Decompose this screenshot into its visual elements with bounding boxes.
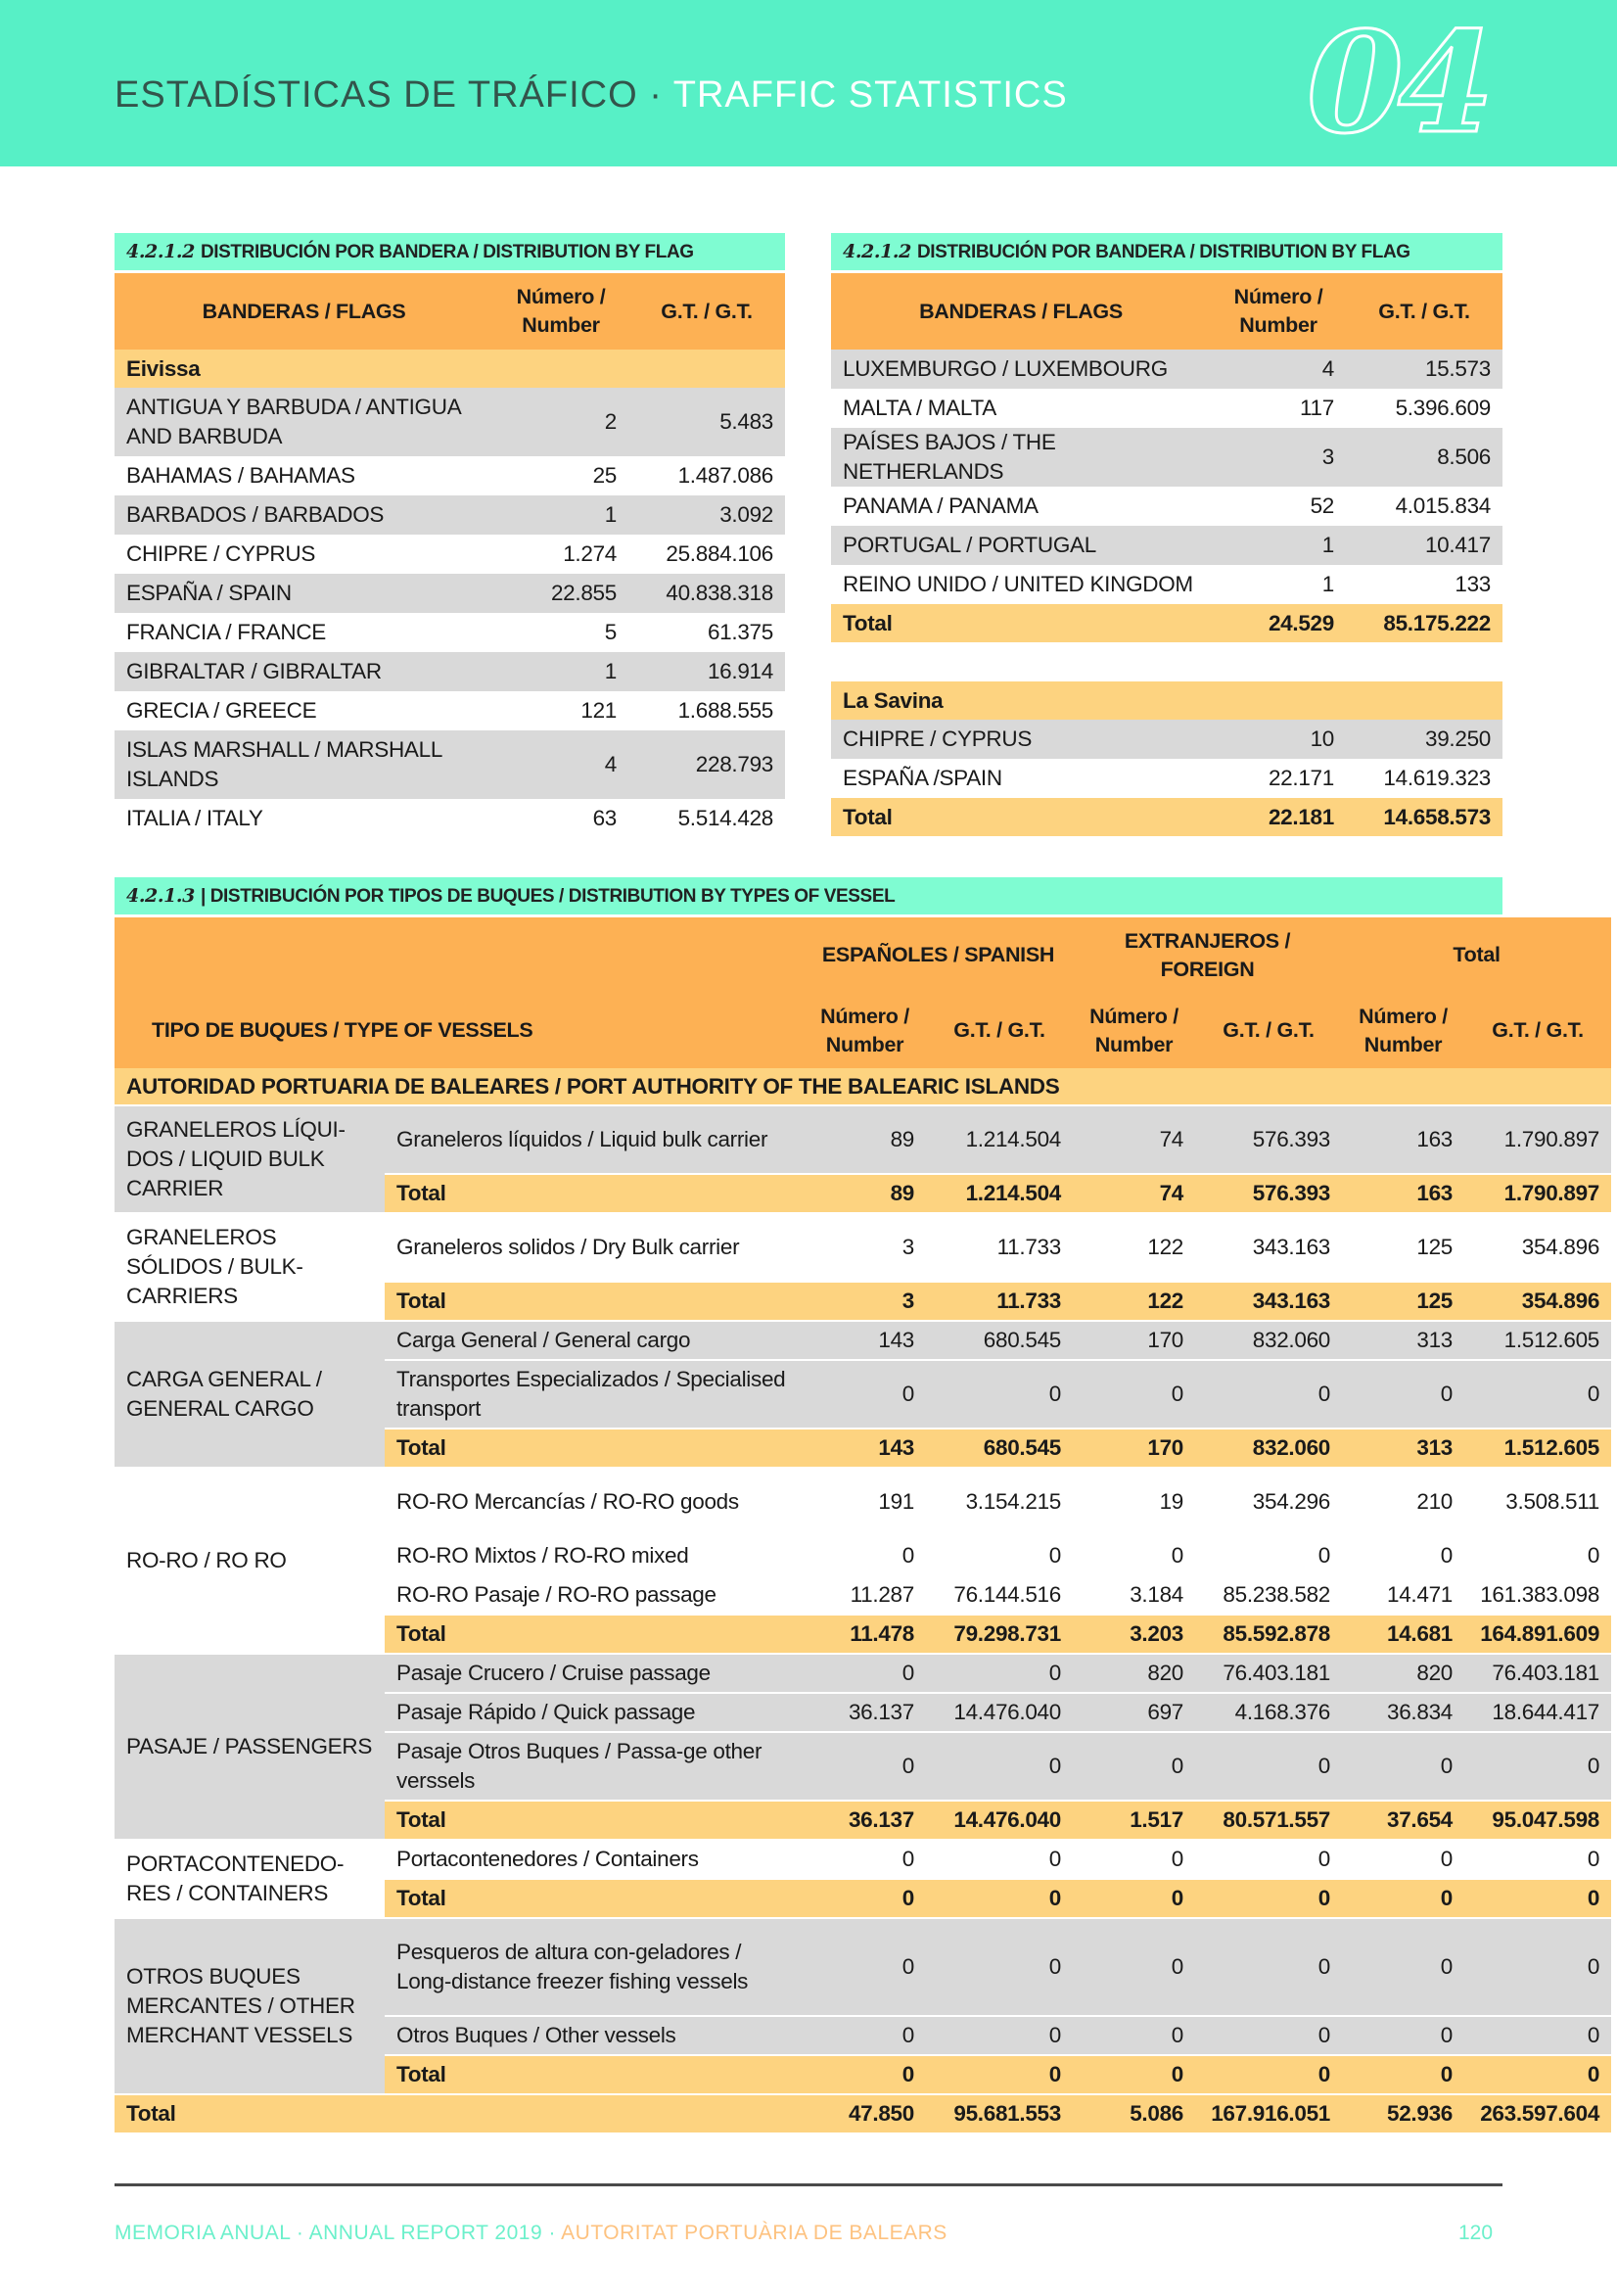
total-gt: 354.896 <box>1464 1213 1611 1282</box>
spanish-number: 0 <box>804 2055 926 2094</box>
spanish-gt: 11.733 <box>926 1282 1073 1321</box>
foreign-number: 697 <box>1073 1693 1195 1732</box>
foreign-number: 122 <box>1073 1282 1195 1321</box>
total-label: Total <box>385 1615 804 1654</box>
foreign-gt: 0 <box>1195 2016 1342 2055</box>
flag-name: ANTIGUA Y BARBUDA / ANTIGUA AND BARBUDA <box>115 388 493 456</box>
total-label: Total <box>385 1282 804 1321</box>
spanish-number: 36.137 <box>804 1801 926 1840</box>
total-gt: 76.403.181 <box>1464 1654 1611 1693</box>
total-gt: 0 <box>1464 1879 1611 1918</box>
flag-name: LUXEMBURGO / LUXEMBOURG <box>831 350 1211 389</box>
vessel-category: PORTACONTENEDO-RES / CONTAINERS <box>115 1840 385 1918</box>
foreign-gt: 0 <box>1195 2055 1342 2094</box>
spanish-gt: 3.154.215 <box>926 1468 1073 1536</box>
foreign-gt: 0 <box>1195 1360 1342 1429</box>
footer-report-title: MEMORIA ANUAL · ANNUAL REPORT 2019 · <box>115 2222 562 2244</box>
gross-tonnage: 1.487.086 <box>628 456 785 495</box>
vessel-subtype: RO-RO Pasaje / RO-RO passage <box>385 1575 804 1615</box>
gross-tonnage: 5.396.609 <box>1346 389 1502 428</box>
vessel-subtype: Carga General / General cargo <box>385 1321 804 1360</box>
group-foreign-header: EXTRANJEROS / FOREIGN <box>1073 917 1342 993</box>
table-row <box>831 720 1502 759</box>
table-row <box>831 759 1502 798</box>
table-row <box>115 388 785 456</box>
table-row <box>115 1840 1611 1879</box>
foreign-number: 0 <box>1073 1360 1195 1429</box>
total-label: Total <box>831 798 1211 836</box>
gross-tonnage: 5.483 <box>628 388 785 456</box>
total-label: Total <box>385 2055 804 2094</box>
total-row <box>831 604 1502 642</box>
flag-table-eivissa <box>115 273 785 838</box>
col-foreign-number-header: Número / Number <box>1073 993 1195 1068</box>
table-row <box>115 1105 1611 1174</box>
table-row <box>115 1321 1611 1360</box>
flag-name: ITALIA / ITALY <box>115 799 493 838</box>
total-gt: 0 <box>1464 1918 1611 2016</box>
total-number: 313 <box>1342 1429 1464 1468</box>
table-row <box>831 565 1502 604</box>
flag-name: REINO UNIDO / UNITED KINGDOM <box>831 565 1211 604</box>
spanish-gt: 0 <box>926 1536 1073 1575</box>
col-spanish-gt-header: G.T. / G.T. <box>926 993 1073 1068</box>
spanish-number: 143 <box>804 1429 926 1468</box>
spanish-number: 3 <box>804 1282 926 1321</box>
footer-text <box>115 2222 947 2245</box>
foreign-gt: 0 <box>1195 1840 1342 1879</box>
table-row <box>115 456 785 495</box>
vessel-subtype: RO-RO Mixtos / RO-RO mixed <box>385 1536 804 1575</box>
flag-name: ESPAÑA / SPAIN <box>115 574 493 613</box>
spanish-gt: 0 <box>926 1654 1073 1693</box>
total-gt: 0 <box>1464 1840 1611 1879</box>
foreign-number: 3.203 <box>1073 1615 1195 1654</box>
gross-tonnage: 61.375 <box>628 613 785 652</box>
table-row <box>115 613 785 652</box>
vessel-count: 1 <box>493 495 628 535</box>
spanish-gt: 0 <box>926 1918 1073 2016</box>
vessel-category: RO-RO / RO RO <box>115 1468 385 1654</box>
flag-name: PAÍSES BAJOS / THE NETHERLANDS <box>831 428 1211 487</box>
section-number: 4.2.1.2 <box>843 241 911 262</box>
total-count: 24.529 <box>1211 604 1346 642</box>
vessel-category: OTROS BUQUES MERCANTES / OTHER MERCHANT VESSELS <box>115 1918 385 2094</box>
section-title-flag-left <box>115 233 785 270</box>
total-gt: 14.658.573 <box>1346 798 1502 836</box>
spanish-number: 0 <box>804 1732 926 1801</box>
total-gt: 161.383.098 <box>1464 1575 1611 1615</box>
total-number: 125 <box>1342 1213 1464 1282</box>
col-foreign-gt-header: G.T. / G.T. <box>1195 993 1342 1068</box>
foreign-gt: 343.163 <box>1195 1213 1342 1282</box>
gross-tonnage: 8.506 <box>1346 428 1502 487</box>
table-row <box>831 428 1502 487</box>
spanish-number: 36.137 <box>804 1693 926 1732</box>
col-total-gt-header: G.T. / G.T. <box>1464 993 1611 1068</box>
vessel-category: PASAJE / PASSENGERS <box>115 1654 385 1840</box>
flag-name: ISLAS MARSHALL / MARSHALL ISLANDS <box>115 730 493 799</box>
vessel-subtype: Portacontenedores / Containers <box>385 1840 804 1879</box>
vessel-subtype: Transportes Especializados / Specialised transport <box>385 1360 804 1429</box>
port-row <box>831 681 1502 720</box>
col-spanish-number-header: Número / Number <box>804 993 926 1068</box>
vessel-subtype: Pesqueros de altura con-geladores / Long-distance freezer fishing vessels <box>385 1918 804 2016</box>
section-label: DISTRIBUCIÓN POR BANDERA / DISTRIBUTION BY FLAG <box>916 242 1410 262</box>
spanish-number: 0 <box>804 1840 926 1879</box>
total-number: 14.681 <box>1342 1615 1464 1654</box>
total-gt: 0 <box>1464 2016 1611 2055</box>
foreign-number: 0 <box>1073 1732 1195 1801</box>
spanish-number: 89 <box>804 1174 926 1213</box>
spanish-number: 11.478 <box>804 1615 926 1654</box>
gross-tonnage: 39.250 <box>1346 720 1502 759</box>
spanish-number: 0 <box>804 1918 926 2016</box>
vessel-count: 3 <box>1211 428 1346 487</box>
total-gt: 1.790.897 <box>1464 1105 1611 1174</box>
flag-table-eivissa-continued <box>831 273 1502 642</box>
spanish-gt: 11.733 <box>926 1213 1073 1282</box>
vessel-types-table <box>115 917 1611 2134</box>
section-label: | DISTRIBUCIÓN POR TIPOS DE BUQUES / DISTRIBUTION BY TYPES OF VESSEL <box>200 886 896 907</box>
total-gt: 1.512.605 <box>1464 1429 1611 1468</box>
total-number: 125 <box>1342 1282 1464 1321</box>
table-row <box>115 535 785 574</box>
foreign-gt: 0 <box>1195 1536 1342 1575</box>
foreign-gt: 576.393 <box>1195 1174 1342 1213</box>
vessel-count: 52 <box>1211 487 1346 526</box>
gross-tonnage: 14.619.323 <box>1346 759 1502 798</box>
table-row <box>831 350 1502 389</box>
spanish-number: 143 <box>804 1321 926 1360</box>
group-header-row <box>115 917 1611 993</box>
spanish-gt: 79.298.731 <box>926 1615 1073 1654</box>
gross-tonnage: 25.884.106 <box>628 535 785 574</box>
page-number: 120 <box>1458 2222 1494 2244</box>
total-gt: 0 <box>1464 1536 1611 1575</box>
flag-table-la-savina <box>831 681 1502 836</box>
group-header-blank <box>115 917 804 993</box>
total-label: Total <box>385 1801 804 1840</box>
total-label: Total <box>831 604 1211 642</box>
authority-row <box>115 1068 1611 1105</box>
spanish-number: 47.850 <box>804 2094 926 2133</box>
page-title-es: ESTADÍSTICAS DE TRÁFICO · <box>115 74 673 116</box>
vessel-count: 1 <box>1211 526 1346 565</box>
total-gt: 263.597.604 <box>1464 2094 1611 2133</box>
spanish-number: 0 <box>804 1360 926 1429</box>
total-gt: 0 <box>1464 1732 1611 1801</box>
flag-name: PANAMA / PANAMA <box>831 487 1211 526</box>
total-label: Total <box>385 1174 804 1213</box>
footer-organization: AUTORITAT PORTUÀRIA DE BALEARS <box>561 2222 947 2244</box>
table-row <box>115 691 785 730</box>
section-label: DISTRIBUCIÓN POR BANDERA / DISTRIBUTION BY FLAG <box>200 242 694 262</box>
column-header-row <box>115 993 1611 1068</box>
flag-name: BAHAMAS / BAHAMAS <box>115 456 493 495</box>
table-header-row <box>831 273 1502 350</box>
table-row <box>831 487 1502 526</box>
total-number: 0 <box>1342 1918 1464 2016</box>
foreign-gt: 4.168.376 <box>1195 1693 1342 1732</box>
foreign-number: 122 <box>1073 1213 1195 1282</box>
spanish-gt: 95.681.553 <box>926 2094 1073 2133</box>
spanish-gt: 0 <box>926 1879 1073 1918</box>
vessel-count: 22.171 <box>1211 759 1346 798</box>
vessel-count: 4 <box>493 730 628 799</box>
gross-tonnage: 228.793 <box>628 730 785 799</box>
vessel-count: 22.855 <box>493 574 628 613</box>
vessel-subtype: Pasaje Crucero / Cruise passage <box>385 1654 804 1693</box>
vessel-count: 117 <box>1211 389 1346 428</box>
foreign-gt: 167.916.051 <box>1195 2094 1342 2133</box>
foreign-gt: 0 <box>1195 1732 1342 1801</box>
flag-name: CHIPRE / CYPRUS <box>831 720 1211 759</box>
table-row <box>115 1468 1611 1536</box>
gross-tonnage: 3.092 <box>628 495 785 535</box>
vessel-count: 1 <box>493 652 628 691</box>
chapter-number: 04 <box>1307 2 1489 164</box>
vessel-subtype: Pasaje Rápido / Quick passage <box>385 1693 804 1732</box>
vessel-subtype: Otros Buques / Other vessels <box>385 2016 804 2055</box>
total-row <box>831 798 1502 836</box>
total-number: 0 <box>1342 1840 1464 1879</box>
authority-name: AUTORIDAD PORTUARIA DE BALEARES / PORT AUTHORITY OF THE BALEARIC ISLANDS <box>115 1068 1611 1105</box>
col-type-header: TIPO DE BUQUES / TYPE OF VESSELS <box>115 993 804 1068</box>
vessel-subtype: Pasaje Otros Buques / Passa-ge other verssels <box>385 1732 804 1801</box>
vessel-subtype: Graneleros líquidos / Liquid bulk carrier <box>385 1105 804 1174</box>
page-title <box>115 74 1068 117</box>
total-number: 0 <box>1342 1732 1464 1801</box>
section-title-vessels <box>115 877 1502 914</box>
total-gt: 95.047.598 <box>1464 1801 1611 1840</box>
foreign-gt: 832.060 <box>1195 1321 1342 1360</box>
spanish-gt: 1.214.504 <box>926 1174 1073 1213</box>
foreign-gt: 85.238.582 <box>1195 1575 1342 1615</box>
gross-tonnage: 133 <box>1346 565 1502 604</box>
grand-total-label: Total <box>115 2094 804 2133</box>
footer-divider <box>115 2183 1502 2186</box>
total-number: 52.936 <box>1342 2094 1464 2133</box>
foreign-number: 170 <box>1073 1321 1195 1360</box>
foreign-gt: 85.592.878 <box>1195 1615 1342 1654</box>
foreign-number: 0 <box>1073 1840 1195 1879</box>
vessel-category: GRANELEROS LÍQUI-DOS / LIQUID BULK CARRIER <box>115 1105 385 1213</box>
total-number: 163 <box>1342 1105 1464 1174</box>
table-row <box>115 1918 1611 2016</box>
vessel-category: CARGA GENERAL / GENERAL CARGO <box>115 1321 385 1468</box>
spanish-number: 3 <box>804 1213 926 1282</box>
total-label: Total <box>385 1429 804 1468</box>
grand-total-row <box>115 2094 1611 2133</box>
total-number: 36.834 <box>1342 1693 1464 1732</box>
table-row <box>115 730 785 799</box>
spanish-number: 0 <box>804 1879 926 1918</box>
col-total-number-header: Número / Number <box>1342 993 1464 1068</box>
total-count: 22.181 <box>1211 798 1346 836</box>
total-gt: 164.891.609 <box>1464 1615 1611 1654</box>
flag-name: FRANCIA / FRANCE <box>115 613 493 652</box>
flag-name: BARBADOS / BARBADOS <box>115 495 493 535</box>
total-gt: 85.175.222 <box>1346 604 1502 642</box>
table-row <box>115 574 785 613</box>
flag-name: GRECIA / GREECE <box>115 691 493 730</box>
vessel-count: 121 <box>493 691 628 730</box>
spanish-number: 11.287 <box>804 1575 926 1615</box>
foreign-number: 0 <box>1073 1879 1195 1918</box>
vessel-count: 2 <box>493 388 628 456</box>
flag-name: ESPAÑA /SPAIN <box>831 759 1211 798</box>
foreign-number: 19 <box>1073 1468 1195 1536</box>
spanish-gt: 0 <box>926 1732 1073 1801</box>
foreign-gt: 80.571.557 <box>1195 1801 1342 1840</box>
spanish-gt: 76.144.516 <box>926 1575 1073 1615</box>
table-row <box>115 799 785 838</box>
foreign-number: 74 <box>1073 1105 1195 1174</box>
total-gt: 0 <box>1464 1360 1611 1429</box>
spanish-gt: 0 <box>926 1840 1073 1879</box>
table-row <box>115 1213 1611 1282</box>
foreign-gt: 343.163 <box>1195 1282 1342 1321</box>
foreign-number: 0 <box>1073 2016 1195 2055</box>
total-number: 14.471 <box>1342 1575 1464 1615</box>
spanish-gt: 680.545 <box>926 1321 1073 1360</box>
table-row <box>831 389 1502 428</box>
foreign-number: 74 <box>1073 1174 1195 1213</box>
section-number: 4.2.1.2 <box>126 241 195 262</box>
foreign-number: 5.086 <box>1073 2094 1195 2133</box>
total-number: 0 <box>1342 1536 1464 1575</box>
col-flag-header: BANDERAS / FLAGS <box>831 273 1211 350</box>
flag-name: CHIPRE / CYPRUS <box>115 535 493 574</box>
vessel-category: GRANELEROS SÓLIDOS / BULK-CARRIERS <box>115 1213 385 1321</box>
total-gt: 354.896 <box>1464 1282 1611 1321</box>
total-label: Total <box>385 1879 804 1918</box>
spanish-gt: 0 <box>926 2055 1073 2094</box>
vessel-subtype: Graneleros solidos / Dry Bulk carrier <box>385 1213 804 1282</box>
col-number-header: Número / Number <box>493 273 628 350</box>
spanish-number: 89 <box>804 1105 926 1174</box>
total-number: 0 <box>1342 2055 1464 2094</box>
spanish-number: 0 <box>804 1536 926 1575</box>
foreign-gt: 0 <box>1195 1879 1342 1918</box>
table-row <box>115 1654 1611 1693</box>
gross-tonnage: 16.914 <box>628 652 785 691</box>
total-number: 210 <box>1342 1468 1464 1536</box>
vessel-count: 5 <box>493 613 628 652</box>
foreign-number: 1.517 <box>1073 1801 1195 1840</box>
vessel-subtype: RO-RO Mercancías / RO-RO goods <box>385 1468 804 1536</box>
foreign-number: 0 <box>1073 1918 1195 2016</box>
total-gt: 3.508.511 <box>1464 1468 1611 1536</box>
spanish-gt: 680.545 <box>926 1429 1073 1468</box>
table-header-row <box>115 273 785 350</box>
foreign-number: 820 <box>1073 1654 1195 1693</box>
vessel-count: 63 <box>493 799 628 838</box>
total-gt: 0 <box>1464 2055 1611 2094</box>
foreign-gt: 0 <box>1195 1918 1342 2016</box>
port-row <box>115 350 785 388</box>
total-gt: 18.644.417 <box>1464 1693 1611 1732</box>
col-flag-header: BANDERAS / FLAGS <box>115 273 493 350</box>
spanish-gt: 1.214.504 <box>926 1105 1073 1174</box>
page-header <box>0 0 1617 166</box>
col-gt-header: G.T. / G.T. <box>1346 273 1502 350</box>
foreign-gt: 832.060 <box>1195 1429 1342 1468</box>
flag-name: MALTA / MALTA <box>831 389 1211 428</box>
flag-name: GIBRALTAR / GIBRALTAR <box>115 652 493 691</box>
gross-tonnage: 15.573 <box>1346 350 1502 389</box>
vessel-count: 1.274 <box>493 535 628 574</box>
col-number-header: Número / Number <box>1211 273 1346 350</box>
vessel-count: 25 <box>493 456 628 495</box>
total-number: 163 <box>1342 1174 1464 1213</box>
foreign-gt: 576.393 <box>1195 1105 1342 1174</box>
total-number: 820 <box>1342 1654 1464 1693</box>
group-total-header: Total <box>1342 917 1611 993</box>
total-gt: 1.512.605 <box>1464 1321 1611 1360</box>
gross-tonnage: 40.838.318 <box>628 574 785 613</box>
col-gt-header: G.T. / G.T. <box>628 273 785 350</box>
spanish-number: 0 <box>804 2016 926 2055</box>
total-number: 0 <box>1342 2016 1464 2055</box>
spanish-gt: 14.476.040 <box>926 1801 1073 1840</box>
vessel-count: 1 <box>1211 565 1346 604</box>
vessel-count: 4 <box>1211 350 1346 389</box>
total-number: 313 <box>1342 1321 1464 1360</box>
gross-tonnage: 5.514.428 <box>628 799 785 838</box>
vessel-count: 10 <box>1211 720 1346 759</box>
foreign-number: 170 <box>1073 1429 1195 1468</box>
foreign-gt: 76.403.181 <box>1195 1654 1342 1693</box>
foreign-number: 0 <box>1073 2055 1195 2094</box>
spanish-gt: 0 <box>926 2016 1073 2055</box>
table-row <box>115 652 785 691</box>
port-name: Eivissa <box>115 350 785 388</box>
group-spanish-header: ESPAÑOLES / SPANISH <box>804 917 1073 993</box>
spanish-number: 191 <box>804 1468 926 1536</box>
foreign-number: 0 <box>1073 1536 1195 1575</box>
gross-tonnage: 4.015.834 <box>1346 487 1502 526</box>
foreign-gt: 354.296 <box>1195 1468 1342 1536</box>
total-number: 37.654 <box>1342 1801 1464 1840</box>
spanish-gt: 0 <box>926 1360 1073 1429</box>
port-name: La Savina <box>831 681 1502 720</box>
spanish-number: 0 <box>804 1654 926 1693</box>
section-number: 4.2.1.3 <box>126 885 195 907</box>
total-number: 0 <box>1342 1879 1464 1918</box>
total-gt: 1.790.897 <box>1464 1174 1611 1213</box>
section-title-flag-right <box>831 233 1502 270</box>
foreign-number: 3.184 <box>1073 1575 1195 1615</box>
table-row <box>831 526 1502 565</box>
gross-tonnage: 1.688.555 <box>628 691 785 730</box>
page-title-en: TRAFFIC STATISTICS <box>672 74 1068 116</box>
total-number: 0 <box>1342 1360 1464 1429</box>
flag-name: PORTUGAL / PORTUGAL <box>831 526 1211 565</box>
gross-tonnage: 10.417 <box>1346 526 1502 565</box>
spanish-gt: 14.476.040 <box>926 1693 1073 1732</box>
table-row <box>115 495 785 535</box>
